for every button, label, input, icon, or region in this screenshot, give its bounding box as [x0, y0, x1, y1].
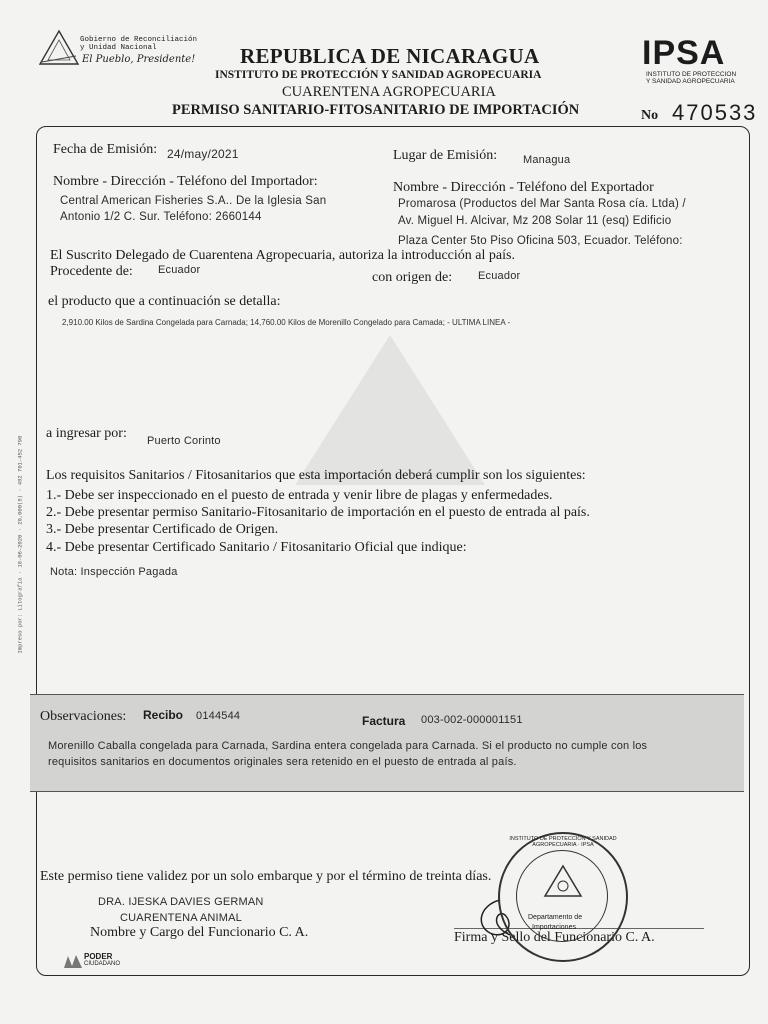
requirement-2: 2.- Debe presentar permiso Sanitario-Fitosanitario de importación en el puesto de entrada al país. [46, 505, 590, 520]
seal-dept-1: Departamento de [528, 914, 583, 921]
lugar-value: Managua [523, 154, 571, 166]
triangle-emblem-icon [38, 28, 80, 68]
seal-dept-2: Importaciones [532, 924, 576, 931]
requirement-3: 3.- Debe presentar Certificado de Origen. [46, 522, 279, 537]
official-name-label: Nombre y Cargo del Funcionario C. A. [90, 925, 309, 940]
poder-line-1: PODER [84, 952, 113, 961]
lugar-label: Lugar de Emisión: [393, 148, 498, 163]
official-title: CUARENTENA ANIMAL [120, 912, 242, 924]
ipsa-sub-2: Y SANIDAD AGROPECUARIA [646, 78, 735, 85]
country-title: REPUBLICA DE NICARAGUA [240, 44, 540, 68]
fecha-label: Fecha de Emisión: [53, 142, 158, 157]
ipsa-logo: IPSA [642, 34, 726, 72]
factura-value: 003-002-000001151 [421, 714, 523, 726]
exporter-line-2: Av. Miguel H. Alcivar, Mz 208 Solar 11 (esq) Edificio [398, 215, 672, 227]
product-label: el producto que a continuación se detalla: [48, 294, 281, 309]
fecha-value: 24/may/2021 [167, 147, 239, 161]
seal-emblem-icon [543, 864, 583, 898]
requirement-1: 1.- Debe ser inspeccionado en el puesto de entrada y venir libre de plagas y enfermedades. [46, 488, 553, 503]
product-value: 2,910.00 Kilos de Sardina Congelada para Carnada; 14,760.00 Kilos de Morenillo Congelado para Camada; - ULTIMA LINEA - [62, 318, 511, 327]
seal-ring-text: INSTITUTO DE PROTECCION Y SANIDAD AGROPECUARIA · IPSA [509, 836, 617, 848]
department-name: CUARENTENA AGROPECUARIA [282, 84, 496, 100]
poder-ciudadano-logo [62, 952, 132, 992]
permit-title: PERMISO SANITARIO-FITOSANITARIO DE IMPORTACIÓN [172, 102, 580, 118]
origen-value: Ecuador [478, 270, 521, 282]
exporter-line-1: Promarosa (Productos del Mar Santa Rosa cía. Ltda) / [398, 198, 686, 210]
official-name: DRA. IJESKA DAVIES GERMAN [98, 896, 264, 908]
side-print-text: Impreso por: Litografía · 18-06-2020 · 20,000(5) · 482 701-452 790 [16, 435, 24, 654]
procedente-label: Procedente de: [50, 264, 133, 279]
importer-line-2: Antonio 1/2 C. Sur. Teléfono: 2660144 [60, 211, 262, 223]
ipsa-sub-1: INSTITUTO DE PROTECCION [646, 71, 737, 78]
origen-label: con origen de: [372, 270, 453, 285]
importer-line-1: Central American Fisheries S.A.. De la Iglesia San [60, 195, 327, 207]
government-logo [38, 28, 198, 78]
observaciones-line-2: requisitos sanitarios en documentos originales sera retenido en el puesto de entrada al país. [48, 756, 517, 768]
gov-line-1: Gobierno de Reconciliación [80, 36, 198, 44]
permit-number: 470533 [672, 100, 758, 125]
signature-label: Firma y Sello del Funcionario C. A. [454, 930, 655, 945]
importer-label: Nombre - Dirección - Teléfono del Importador: [53, 174, 318, 189]
official-seal [498, 832, 628, 962]
number-label: No [641, 108, 659, 123]
exporter-label: Nombre - Dirección - Teléfono del Exportador [393, 180, 654, 195]
factura-label: Factura [362, 714, 406, 728]
gov-line-2: y Unidad Nacional [80, 44, 157, 52]
ingresar-value: Puerto Corinto [147, 435, 221, 447]
ingresar-label: a ingresar por: [46, 426, 127, 441]
poder-line-2: CIUDADANO [84, 961, 121, 967]
watermark-emblem-icon [290, 330, 490, 490]
observaciones-label: Observaciones: [40, 709, 127, 724]
exporter-line-3: Plaza Center 5to Piso Oficina 503, Ecuador. Teléfono: [398, 235, 683, 247]
institute-name: INSTITUTO DE PROTECCIÓN Y SANIDAD AGROPECUARIA [215, 69, 542, 81]
requirements-intro: Los requisitos Sanitarios / Fitosanitarios que esta importación deberá cumplir son los siguientes: [46, 468, 586, 483]
observaciones-line-1: Morenillo Caballa congelada para Carnada, Sardina entera congelada para Carnada. Si el producto no cumple con los [48, 740, 648, 752]
recibo-label: Recibo [143, 708, 184, 722]
nota-text: Nota: Inspección Pagada [50, 566, 178, 578]
requirement-4: 4.- Debe presentar Certificado Sanitario / Fitosanitario Oficial que indique: [46, 540, 467, 555]
recibo-value: 0144544 [196, 710, 241, 722]
validity-text: Este permiso tiene validez por un solo embarque y por el término de treinta días. [40, 869, 492, 884]
poder-hands-icon [62, 952, 84, 970]
gov-slogan: El Pueblo, Presidente! [82, 54, 196, 65]
authorization-text: El Suscrito Delegado de Cuarentena Agropecuaria, autoriza la introducción al país. [50, 248, 515, 263]
procedente-value: Ecuador [158, 264, 201, 276]
